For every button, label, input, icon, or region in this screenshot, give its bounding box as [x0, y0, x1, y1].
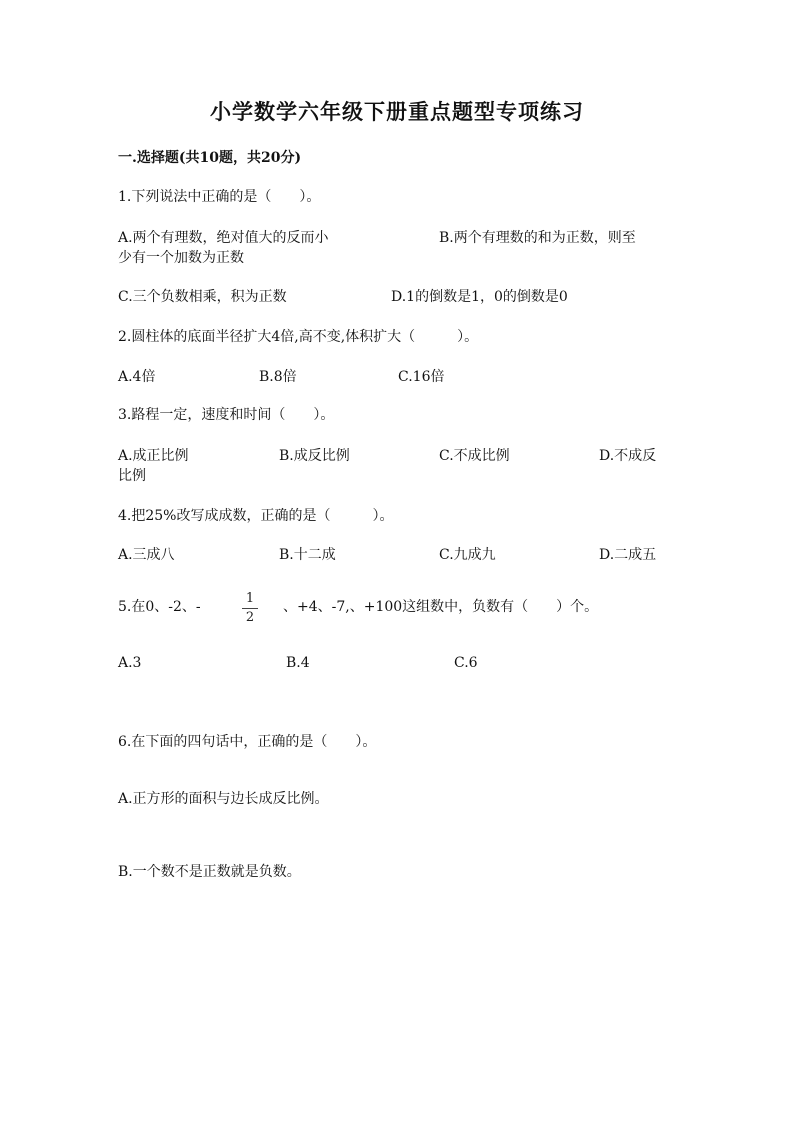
section-heading: 一.选择题(共10题，共20分) — [118, 150, 302, 166]
question-6-option-b: B.一个数不是正数就是负数。 — [118, 864, 301, 880]
question-3-option-a: A.成正比例 — [118, 448, 189, 464]
question-4-option-b: B.十二成 — [279, 547, 336, 563]
question-5-stem-start: 5.在0、-2、- — [118, 599, 201, 615]
question-6-stem: 6.在下面的四句话中，正确的是（ ）。 — [118, 734, 377, 750]
question-4-option-a: A.三成八 — [118, 547, 175, 563]
question-4-stem: 4.把25%改写成成数，正确的是（ ）。 — [118, 508, 394, 524]
question-6-option-a: A.正方形的面积与边长成反比例。 — [118, 791, 329, 807]
question-2-option-c: C.16倍 — [398, 369, 445, 385]
question-1-option-a: A.两个有理数，绝对值大的反而小 — [118, 230, 329, 246]
question-2-option-a: A.4倍 — [118, 369, 156, 385]
question-5-option-c: C.6 — [454, 655, 478, 671]
question-1-stem: 1.下列说法中正确的是（ ）。 — [118, 189, 321, 205]
question-5-option-a: A.3 — [118, 655, 142, 671]
question-2-option-b: B.8倍 — [259, 369, 297, 385]
question-3-option-d-continued: 比例 — [118, 468, 146, 484]
question-2-stem: 2.圆柱体的底面半径扩大4倍,高不变,体积扩大（ ）。 — [118, 329, 479, 345]
fraction-one-half — [242, 591, 258, 626]
question-5-option-b: B.4 — [286, 655, 310, 671]
question-3-option-d: D.不成反 — [599, 448, 657, 464]
page-title: 小学数学六年级下册重点题型专项练习 — [210, 99, 584, 124]
fraction-numerator: 1 — [245, 591, 255, 606]
question-1-option-c: C.三个负数相乘，积为正数 — [118, 289, 287, 305]
question-3-option-b: B.成反比例 — [279, 448, 350, 464]
fraction-denominator: 2 — [245, 610, 255, 625]
question-3-option-c: C.不成比例 — [439, 448, 510, 464]
question-4-option-d: D.二成五 — [599, 547, 657, 563]
question-1-option-d: D.1的倒数是1，0的倒数是0 — [391, 289, 568, 305]
fraction-bar — [242, 608, 258, 609]
question-5-stem-end: 、+4、-7,、+100这组数中，负数有（ ）个。 — [283, 599, 599, 615]
question-4-option-c: C.九成九 — [439, 547, 496, 563]
question-1-option-b-continued: 少有一个加数为正数 — [118, 250, 244, 266]
question-3-stem: 3.路程一定，速度和时间（ ）。 — [118, 407, 335, 423]
question-1-option-b: B.两个有理数的和为正数，则至 — [439, 230, 636, 246]
